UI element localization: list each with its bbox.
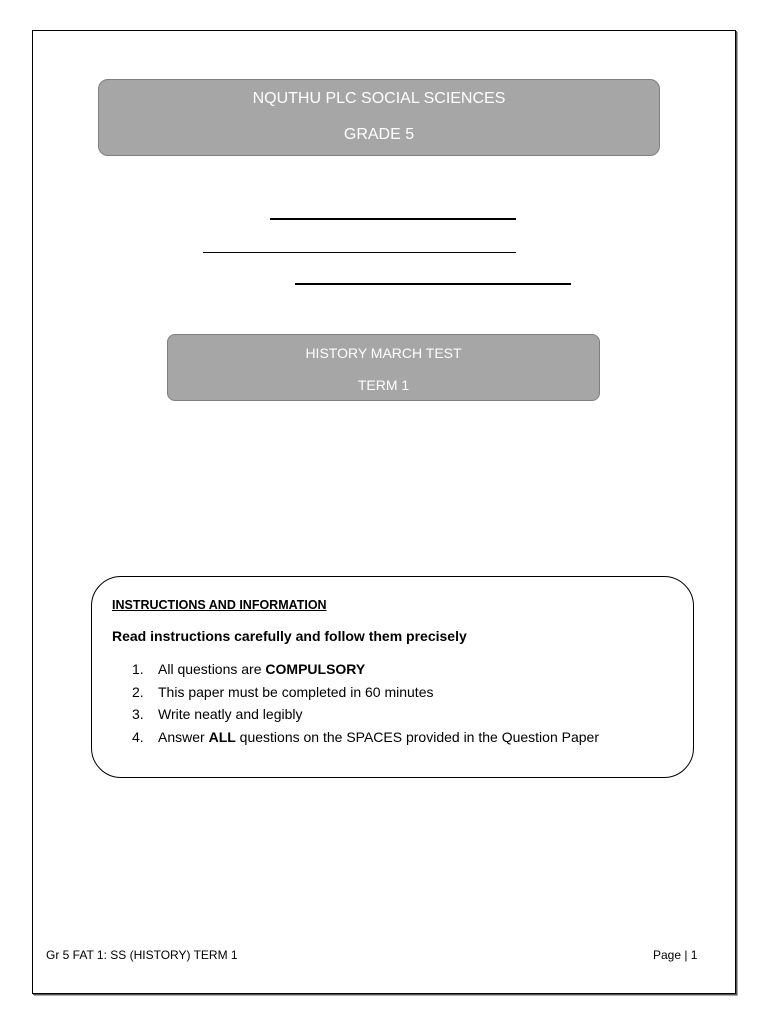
footer-page-number: Page | 1 <box>653 948 698 962</box>
instruction-item: 2. This paper must be completed in 60 minutes <box>132 683 434 700</box>
grade-title: GRADE 5 <box>343 126 415 143</box>
instruction-item: 3. Write neatly and legibly <box>132 706 303 722</box>
school-blank-line <box>295 283 571 285</box>
instruction-item: 1. All questions are COMPULSORY <box>132 661 366 677</box>
instructions-heading: INSTRUCTIONS AND INFORMATION <box>112 598 327 612</box>
instructions-subheading: Read instructions carefully and follow them precisely <box>112 628 467 644</box>
school-title: NQUTHU PLC SOCIAL SCIENCES <box>252 90 506 107</box>
instructions-list <box>132 658 599 748</box>
instructions-box <box>91 576 694 778</box>
test-banner <box>167 334 600 401</box>
test-term: TERM 1 <box>357 377 410 393</box>
page-border <box>32 30 736 994</box>
name-blank-line <box>270 218 516 220</box>
footer-document-label: Gr 5 FAT 1: SS (HISTORY) TERM 1 <box>46 948 238 962</box>
instruction-item: 4. Answer ALL questions on the SPACES provided in the Question Paper <box>132 728 599 745</box>
surname-blank-line <box>203 252 516 253</box>
title-banner <box>98 79 660 156</box>
test-title: HISTORY MARCH TEST <box>305 345 462 361</box>
